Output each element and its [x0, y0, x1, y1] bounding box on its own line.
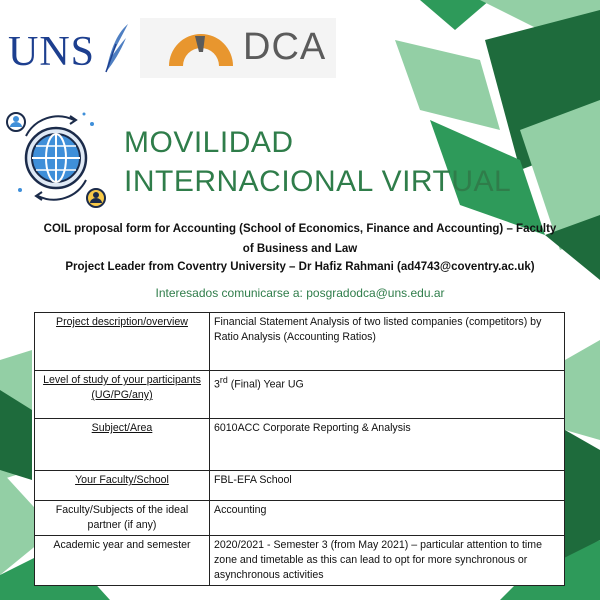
table-row [35, 313, 565, 371]
row-label [35, 313, 210, 371]
quill-icon [100, 22, 130, 74]
table-row [35, 471, 565, 501]
partner-label: Faculty/Subjects of the ideal partner (if any) [35, 501, 210, 536]
row-label [35, 371, 210, 419]
contact-line: Interesados comunicarse a: posgradodca@uns.edu.ar [155, 286, 445, 300]
table-row [35, 419, 565, 471]
level-number: 3 [214, 378, 220, 391]
row-label [35, 471, 210, 501]
globe-icon [4, 106, 108, 210]
dca-arc-icon [165, 28, 237, 68]
level-suffix: rd [219, 375, 228, 385]
project-description-label: Project description/overview [56, 316, 188, 328]
bg-shape [420, 0, 490, 30]
level-text: (Final) Year UG [227, 378, 304, 391]
row-label [35, 419, 210, 471]
level-of-study-label: Level of study of your participants (UG/PG/any) [43, 374, 201, 401]
academic-year-label: Academic year and semester [35, 536, 210, 586]
academic-year-value: 2020/2021 - Semester 3 (from May 2021) – particular attention to time zone and timetable as this can lead to opt for more synchronous or asynchronous activities [210, 536, 565, 586]
user-icon [87, 189, 105, 207]
coil-form-table [34, 312, 565, 586]
proposal-heading: COIL proposal form for Accounting (School of Economics, Finance and Accounting) – Faculty of Business and Law [43, 223, 557, 255]
page-title-line2: INTERNACIONAL VIRTUAL [124, 165, 512, 198]
faculty-school-label: Your Faculty/School [75, 474, 169, 486]
subject-area-value: 6010ACC Corporate Reporting & Analysis [210, 419, 565, 471]
uns-logo-text: UNS [8, 29, 96, 75]
page-title-line1: MOVILIDAD [124, 126, 294, 159]
table-row [35, 371, 565, 419]
table-row [35, 536, 565, 586]
level-of-study-value [210, 371, 565, 419]
bg-shape [565, 340, 600, 440]
table-row [35, 501, 565, 536]
bg-shape [395, 40, 500, 130]
dca-logo-text: DCA [243, 26, 327, 68]
project-leader-line: Project Leader from Coventry University – Dr Hafiz Rahmani (ad4743@coventry.ac.uk) [65, 261, 535, 273]
subject-area-label: Subject/Area [91, 422, 153, 434]
partner-value: Accounting [210, 501, 565, 536]
project-description-value: Financial Statement Analysis of two listed companies (competitors) by Ratio Analysis (Accounting Ratios) [210, 313, 565, 371]
user-icon [7, 113, 25, 131]
bg-shape [565, 430, 600, 560]
faculty-school-value: FBL-EFA School [210, 471, 565, 501]
